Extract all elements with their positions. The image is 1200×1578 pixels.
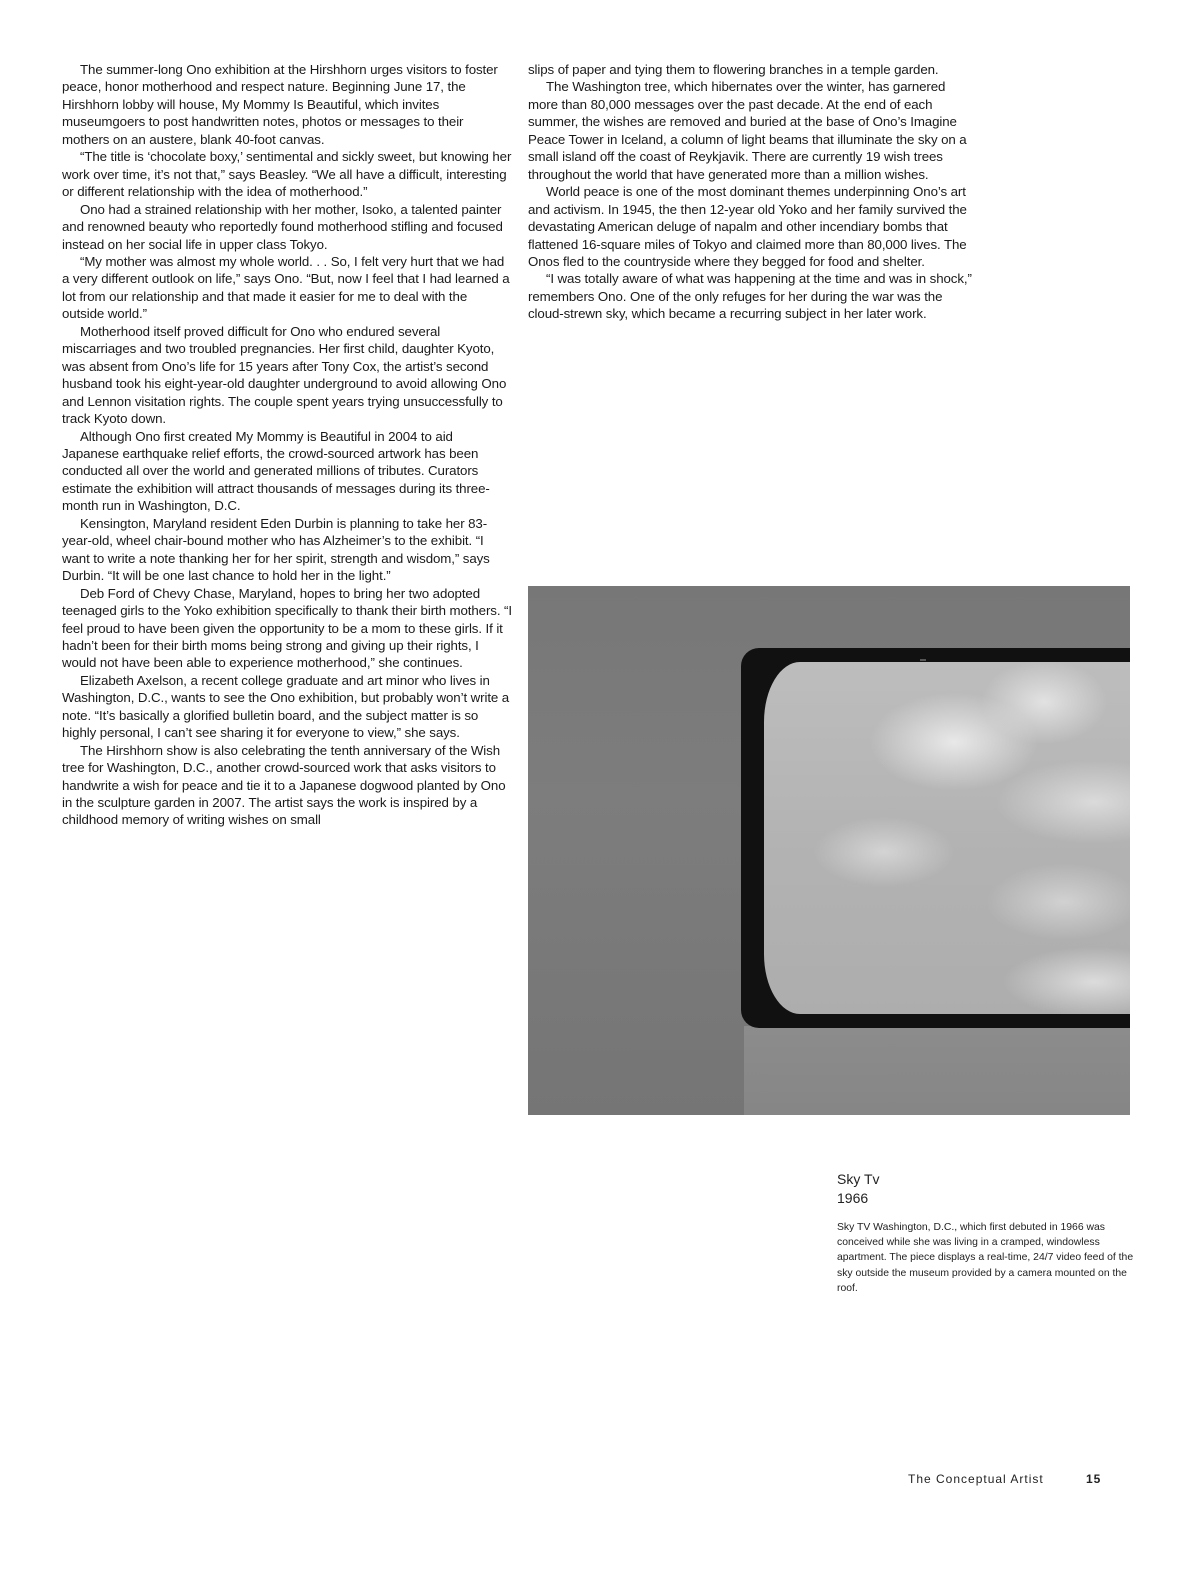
paragraph: Motherhood itself proved difficult for Ono who endured several miscarriages and two troubled pregnancies. Her first child, daughter Kyoto, was absent from Ono’s life for 15 years after Tony Cox, the artist’s second husband took his eight-year-old daughter underground to avoid allowing Ono and Lennon visitation rights. The couple spent years trying unsuccessfully to track Kyoto down. (62, 323, 507, 427)
paragraph: Deb Ford of Chevy Chase, Maryland, hopes to bring her two adopted teenaged girls to the Yoko exhibition specifically to thank their birth mothers. “I feel proud to have been given the opportunity to be a mom to these girls. If it hadn’t been for their birth moms being strong and giving up their rights, I would not have been able to experience motherhood,” she continues. (62, 585, 512, 671)
page-number: 15 (1086, 1472, 1102, 1486)
paragraph: “The title is ‘chocolate boxy,’ sentimental and sickly sweet, but knowing her work over time, it’s not that,” says Beasley. “We all have a difficult, interesting or different relationship with the idea of motherhood.” (62, 149, 512, 200)
article-column-left (62, 61, 512, 829)
paragraph: Kensington, Maryland resident Eden Durbin is planning to take her 83-year-old, wheel chair-bound mother who has Alzheimer’s to the exhibit. “I want to write a note thanking her for her spirit, strength and wisdom,” says Durbin. “It will be one last chance to hold her in the light.” (62, 515, 490, 584)
paragraph: The Hirshhorn show is also celebrating the tenth anniversary of the Wish tree for Washington, D.C., another crowd-sourced work that asks visitors to handwrite a wish for peace and tie it to a Japanese dogwood planted by Ono in the sculpture garden in 2007. The artist says the work is inspired by a childhood memory of writing wishes on small (62, 742, 506, 828)
paragraph: World peace is one of the most dominant themes underpinning Ono’s art and activism. In 1945, the then 12-year old Yoko and her family survived the devastating American deluge of napalm and other incendiary bombs that flattened 16-square miles of Tokyo and claimed more than 80,000 lives. The Onos fled to the countryside where they begged for food and shelter. (528, 184, 967, 269)
pedestal (744, 1026, 1130, 1115)
caption-body: Sky TV Washington, D.C., which first debuted in 1966 was conceived while she was living in a cramped, windowless apartment. The piece displays a real-time, 24/7 video feed of the sky outside the museum provided by a camera mounted on the roof. (837, 1222, 1134, 1294)
tv-screen-sky (764, 662, 1130, 1014)
paragraph: Elizabeth Axelson, a recent college graduate and art minor who lives in Washington, D.C., wants to see the Ono exhibition, but probably won’t write a note. “It’s basically a glorified bulletin board, and the subject matter is so highly personal, I can’t see sharing it for everyone to view,” she says. (62, 672, 510, 741)
caption-year: 1966 (837, 1189, 869, 1206)
paragraph-continued: slips of paper and tying them to flowering branches in a temple garden. (528, 62, 939, 77)
paragraph: “My mother was almost my whole world. . . So, I felt very hurt that we had a very different outlook on life,” says Ono. “But, now I feel that I had learned a lot from our relationship and that made it easier for me to deal with the outside world.” (62, 253, 510, 322)
caption-heading (837, 1170, 1137, 1207)
running-footer-title: The Conceptual Artist (908, 1472, 1044, 1486)
article-column-right (528, 61, 978, 323)
tv-indicator (920, 659, 926, 661)
paragraph: “I was totally aware of what was happening at the time and was in shock,” remembers Ono. One of the only refuges for her during the war was the cloud-strewn sky, which became a recurring subject in her later work. (528, 271, 972, 322)
sky-tv-photo (528, 586, 1130, 1115)
paragraph: The Washington tree, which hibernates over the winter, has garnered more than 80,000 messages over the past decade. At the end of each summer, the wishes are removed and buried at the base of Ono’s Imagine Peace Tower in Iceland, a column of light beams that illuminate the sky on a small island off the coast of Reykjavik. There are currently 19 wish trees throughout the world that have generated more than a million wishes. (528, 79, 967, 182)
caption-title: Sky Tv (837, 1171, 880, 1187)
paragraph: Although Ono first created My Mommy is Beautiful in 2004 to aid Japanese earthquake relief efforts, the crowd-sourced artwork has been conducted all over the world and generated millions of tributes. Curators estimate the exhibition will attract thousands of messages during its three-month run in Washington, D.C. (62, 428, 490, 514)
paragraph: Ono had a strained relationship with her mother, Isoko, a talented painter and renowned beauty who reportedly found motherhood stifling and focused instead on her social life in upper class Tokyo. (62, 201, 503, 252)
paragraph: The summer-long Ono exhibition at the Hirshhorn urges visitors to foster peace, honor motherhood and respect nature. Beginning June 17, the Hirshhorn lobby will house, My Mommy Is Beautiful, which invites museumgoers to post handwritten notes, photos or messages to their mothers on an austere, blank 40-foot canvas. (62, 62, 498, 147)
